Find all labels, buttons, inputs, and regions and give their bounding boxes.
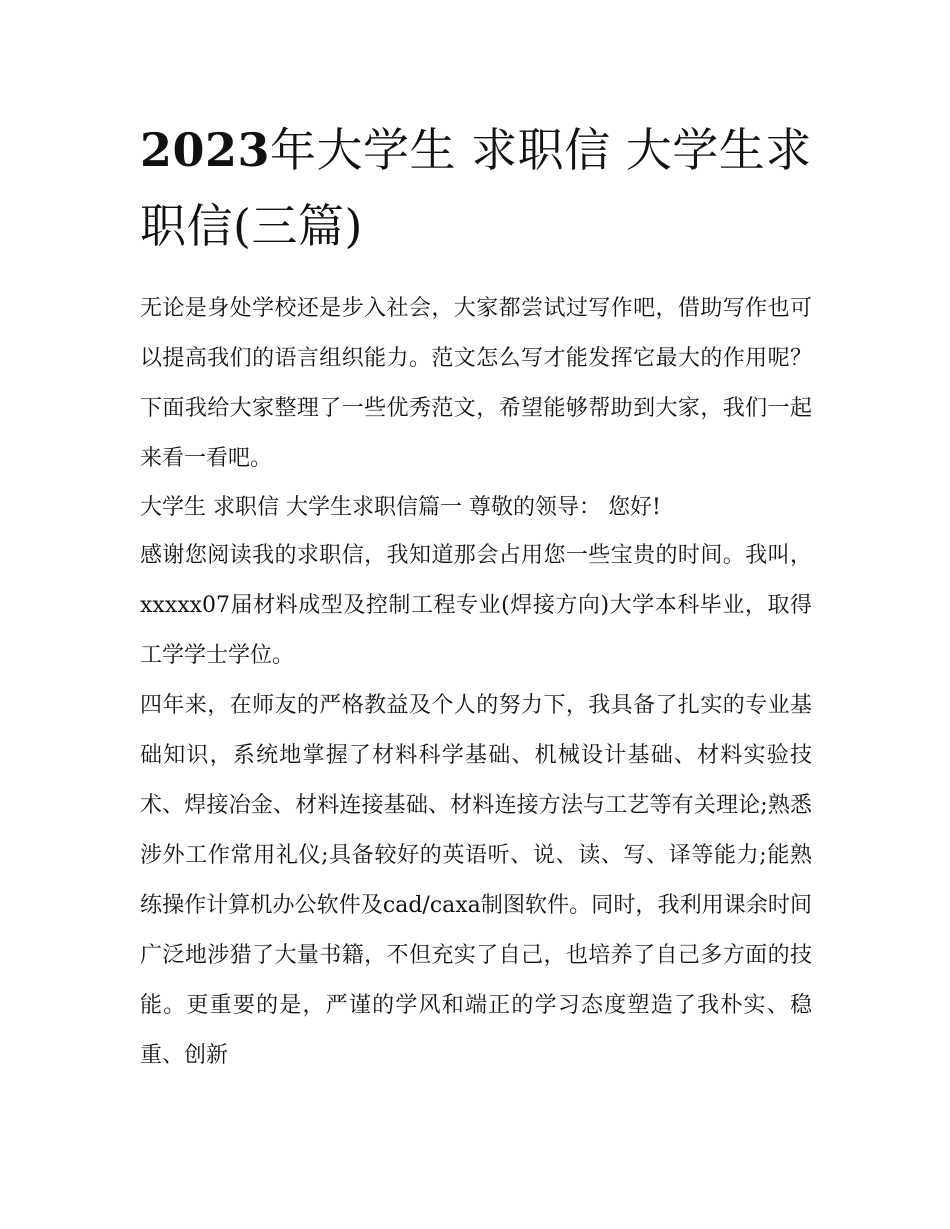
document-body: [140, 284, 812, 1081]
paragraph-introduction-self: 感谢您阅读我的求职信，我知道那会占用您一些宝贵的时间。我叫，xxxxx07届材料成型及控制工程专业(焊接方向)大学本科毕业，取得工学学士学位。: [140, 543, 812, 668]
paragraph-qualifications: 四年来，在师友的严格教益及个人的努力下，我具备了扎实的专业基础知识，系统地掌握了材料科学基础、机械设计基础、材料实验技术、焊接冶金、材料连接基础、材料连接方法与工艺等有关理论;熟悉涉外工作常用礼仪;具备较好的英语听、说、读、写、译等能力;能熟练操作计算机办公软件及cad/caxa制图软件。同时，我利用课余时间广泛地涉猎了大量书籍，不但充实了自己，也培养了自己多方面的技能。更重要的是，严谨的学风和端正的学习态度塑造了我朴实、稳重、创新: [140, 693, 812, 1068]
title-text: 年大学生 求职信 大学生求职信(三篇): [140, 123, 812, 253]
paragraph-intro: 无论是身处学校还是步入社会，大家都尝试过写作吧，借助写作也可以提高我们的语言组织能力。范文怎么写才能发挥它最大的作用呢？下面我给大家整理了一些优秀范文，希望能够帮助到大家，我们一起来看一看吧。: [140, 296, 812, 471]
document-title: [140, 112, 812, 264]
paragraph-salutation: 大学生 求职信 大学生求职信篇一 尊敬的领导： 您好!: [140, 495, 661, 520]
document-page: [140, 112, 812, 1081]
title-year: 2023: [140, 123, 271, 177]
